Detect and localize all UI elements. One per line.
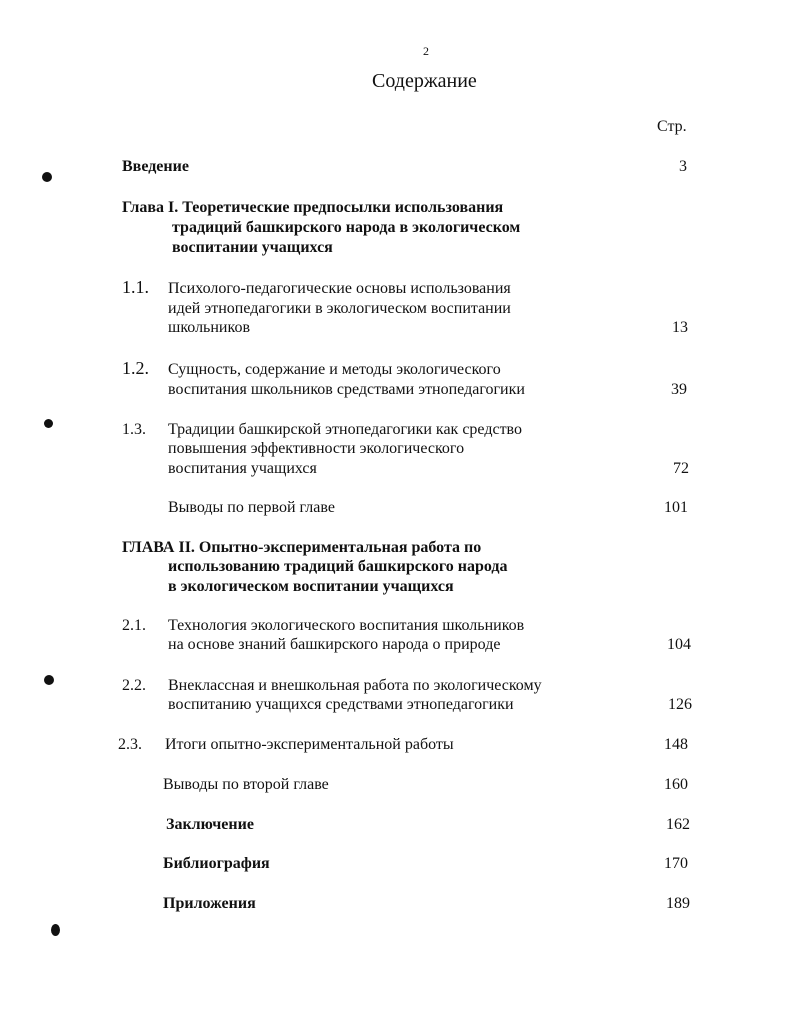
scan-mark bbox=[44, 419, 53, 428]
toc-section-line: Технология экологического воспитания школьников bbox=[168, 617, 525, 634]
toc-section-line: идей этнопедагогики в экологическом воспитании bbox=[168, 300, 511, 317]
toc-chapter-1-line: традиций башкирского народа в экологическом bbox=[172, 219, 521, 236]
toc-section-page: 39 bbox=[671, 381, 687, 398]
scan-mark bbox=[44, 675, 54, 685]
toc-chapter-2-line: ГЛАВА II. Опытно-экспериментальная работа по bbox=[122, 539, 482, 556]
toc-section-line: воспитанию учащихся средствами этнопедагогики bbox=[168, 696, 514, 713]
toc-section-page: 72 bbox=[673, 460, 689, 477]
toc-chapter-2-line: использованию традиций башкирского народа bbox=[168, 558, 508, 575]
toc-appendices-label: Приложения bbox=[163, 895, 256, 912]
toc-intro-label: Введение bbox=[122, 158, 189, 175]
toc-chapter-1-line: воспитании учащихся bbox=[172, 239, 333, 256]
toc-conclusion-page: 162 bbox=[666, 816, 690, 833]
toc-section-number: 1.2. bbox=[122, 358, 149, 378]
toc-chapter-1-line: Глава I. Теоретические предпосылки использования bbox=[122, 199, 504, 216]
toc-section-page: 148 bbox=[664, 736, 688, 753]
toc-section-line: Традиции башкирской этнопедагогики как средство bbox=[168, 421, 522, 438]
toc-appendices-page: 189 bbox=[666, 895, 690, 912]
scan-mark bbox=[51, 924, 60, 936]
toc-section-number: 1.3. bbox=[122, 421, 146, 438]
toc-section-page: 104 bbox=[667, 636, 691, 653]
page-title: Содержание bbox=[372, 70, 477, 92]
toc-bibliography-page: 170 bbox=[664, 855, 688, 872]
toc-section-number: 2.2. bbox=[122, 677, 146, 694]
toc-intro-page: 3 bbox=[679, 158, 687, 175]
scan-mark bbox=[42, 172, 52, 182]
toc-chapter-2-line: в экологическом воспитании учащихся bbox=[168, 578, 454, 595]
toc-chapter-2-conclusions-label: Выводы по второй главе bbox=[163, 776, 329, 793]
toc-section-number: 2.1. bbox=[122, 617, 146, 634]
toc-section-line: на основе знаний башкирского народа о природе bbox=[168, 636, 501, 653]
toc-section-line: Внеклассная и внешкольная работа по экологическому bbox=[168, 677, 542, 694]
toc-section-line: повышения эффективности экологического bbox=[168, 440, 465, 457]
page-number: 2 bbox=[423, 44, 429, 58]
toc-section-page: 13 bbox=[672, 319, 688, 336]
toc-section-line: Итоги опытно-экспериментальной работы bbox=[165, 736, 454, 753]
toc-section-line: воспитания школьников средствами этнопедагогики bbox=[168, 381, 525, 398]
toc-chapter-1-conclusions-label: Выводы по первой главе bbox=[168, 499, 335, 516]
toc-section-line: Психолого-педагогические основы использования bbox=[168, 280, 511, 297]
toc-section-page: 126 bbox=[668, 696, 692, 713]
toc-section-line: воспитания учащихся bbox=[168, 460, 317, 477]
toc-chapter-2-conclusions-page: 160 bbox=[664, 776, 688, 793]
toc-section-number: 1.1. bbox=[122, 277, 149, 297]
toc-chapter-1-conclusions-page: 101 bbox=[664, 499, 688, 516]
toc-bibliography-label: Библиография bbox=[163, 855, 270, 872]
page-column-label: Стр. bbox=[657, 118, 687, 135]
toc-conclusion-label: Заключение bbox=[166, 816, 254, 833]
toc-section-number: 2.3. bbox=[118, 736, 142, 753]
toc-section-line: школьников bbox=[168, 319, 250, 336]
toc-section-line: Сущность, содержание и методы экологического bbox=[168, 361, 501, 378]
